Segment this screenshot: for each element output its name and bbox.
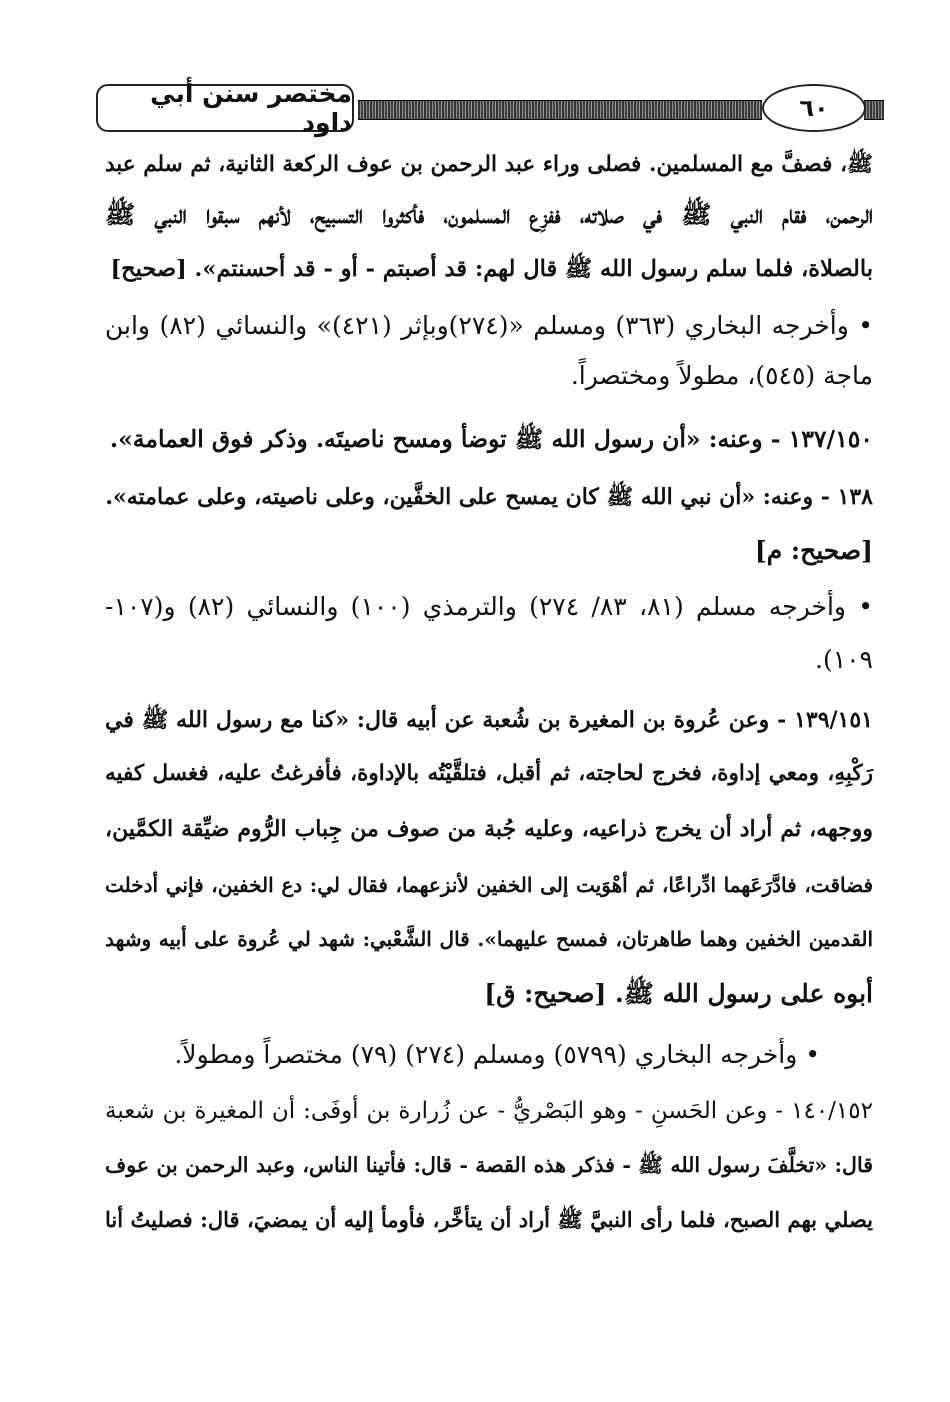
header-ornament-band: [358, 100, 762, 120]
hadith-heading: ١٣٧/١٥٠ - وعنه: «أن رسول الله ﷺ توضأ ومسح ناصيتَه. وذكر فوق العمامة».: [109, 425, 873, 453]
text-line: أبوه على رسول الله ﷺ. [صحيح: ق]: [484, 979, 873, 1008]
text-line: ووجهه، ثم أراد أن يخرج ذراعيه، وعليه جُبة من صوف من جِباب الرُّوم ضيِّقة الكمَّين،: [105, 816, 873, 842]
header-ornament-band-right: [864, 100, 884, 120]
text-line: ماجة (٥٤٥)، مطولاً ومختصراً.: [570, 361, 873, 390]
text-line: يصلي بهم الصبح، فلما رأى النبيَّ ﷺ أراد أن يتأخَّر، فأومأ إليه أن يمضيَ، قال: فصليتُ أنا: [105, 1207, 873, 1232]
book-title-box: [96, 79, 354, 137]
text-line: ١٠٩).: [815, 645, 873, 674]
text-line: ﷺ، فصفَّ مع المسلمين. فصلى وراء عبد الرحمن بن عوف الركعة الثانية، ثم سلم عبد: [105, 152, 873, 177]
text-line: رَكْبِهِ، ومعي إداوة، فخرج لحاجته، ثم أقبل، فتلقَّيْتُه بالإداوة، فأفرغتُ عليه، فغسل كفيه: [105, 761, 873, 786]
hadith-heading: ١٣٩/١٥١ - وعن عُروة بن المغيرة بن شُعبة عن أبيه قال: «كنا مع رسول الله ﷺ في: [105, 707, 873, 733]
hadith-heading: ١٣٨ - وعنه: «أن نبي الله ﷺ كان يمسح على الخفَّين، وعلى ناصيته، وعلى عمامته».: [105, 484, 873, 510]
text-line: فضاقت، فادَّرَعَهما ادِّراعًا، ثم أهْوَيت إلى الخفين لأنزعهما، فقال لي: دع الخفين، فإني أدخلت: [105, 873, 873, 897]
page-number-oval: [762, 84, 866, 132]
hadith-heading: ١٤٠/١٥٢ - وعن الحَسنِ - وهو البَصْريُّ - عن زُرارة بن أوفَى: أن المغيرة بن شعبة: [105, 1098, 873, 1124]
page-number: ٦٠: [799, 94, 829, 122]
text-line: قال: «تخلَّفَ رسول الله ﷺ - فذكر هذه القصة - قال: فأتينا الناس، وعبد الرحمن بن عوف: [105, 1153, 873, 1177]
book-title: مختصر سنن أبي داود: [150, 79, 352, 137]
text-line: • وأخرجه البخاري (٣٦٣) ومسلم «(٢٧٤)وبإثر (٤٢١)» والنسائي (٨٢) وابن: [105, 311, 873, 340]
text-line: • وأخرجه البخاري (٥٧٩٩) ومسلم (٢٧٤) (٧٩) مختصراً ومطولاً.: [174, 1040, 820, 1069]
page-header: [96, 79, 880, 140]
text-line: بالصلاة، فلما سلم رسول الله ﷺ قال لهم: قد أصبتم - أو - قد أحسنتم». [صحيح]: [110, 256, 873, 282]
text-line: الرحمن، فقام النبي ﷺ في صلاته، ففزِع المسلمون، فأكثروا التسبيح، لأنهم سبقوا النبي ﷺ: [105, 200, 873, 229]
grading-label: [صحيح: م]: [754, 536, 873, 565]
text-line: القدمين الخفين وهما طاهرتان، فمسح عليهما». قال الشَّعْبي: شهد لي عُروة على أبيه وشهد: [105, 927, 874, 951]
text-line: • وأخرجه مسلم (٨١، ٨٣/ ٢٧٤) والترمذي (١٠٠) والنسائي (٨٢) و(١٠٧-: [105, 592, 874, 621]
